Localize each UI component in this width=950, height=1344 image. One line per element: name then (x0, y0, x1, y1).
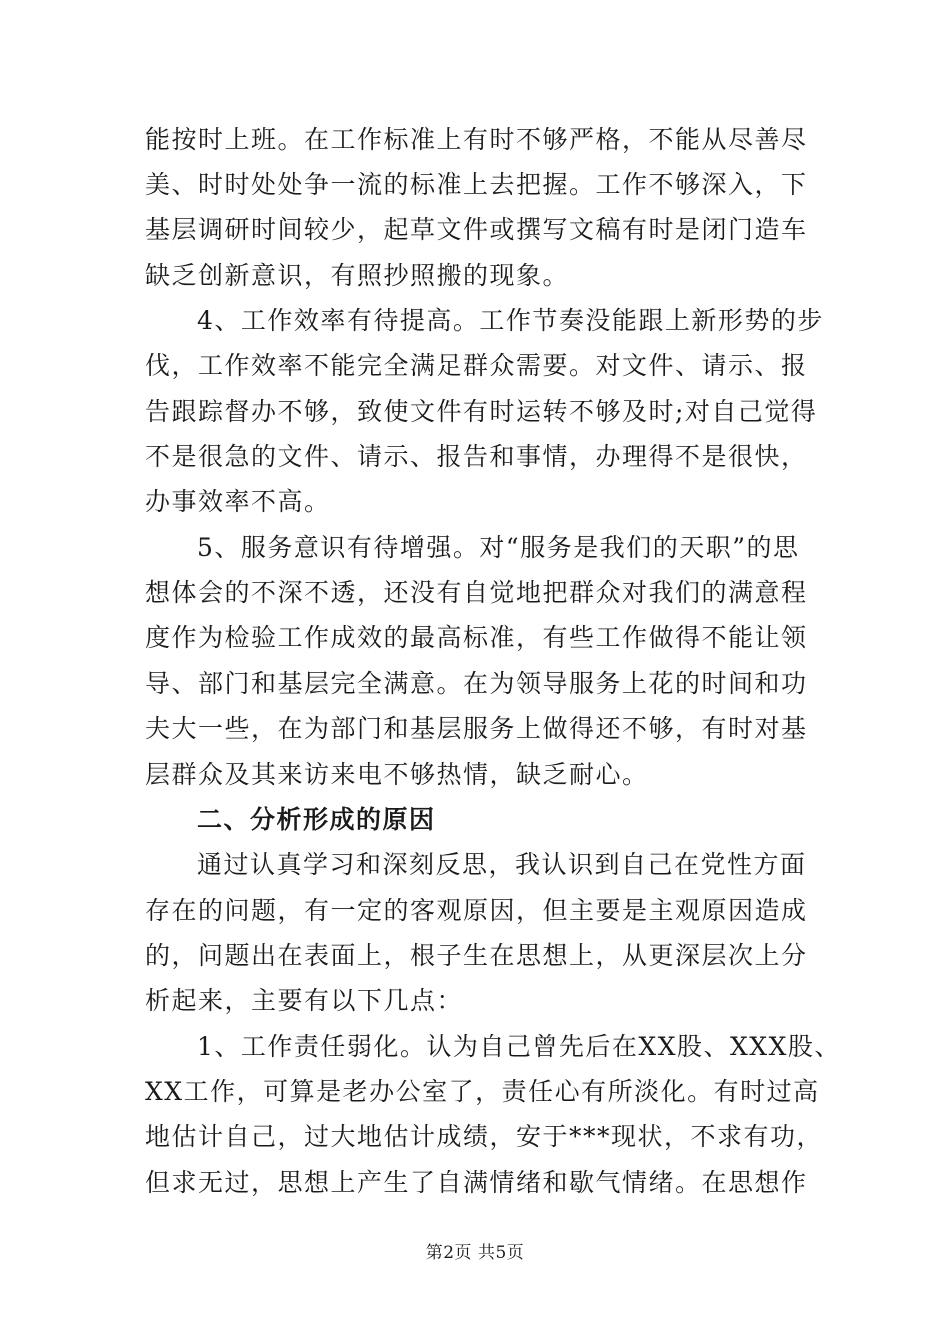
text-line: 告跟踪督办不够，致使文件有时运转不够及时;对自己觉得 (145, 397, 818, 426)
text-line: 伐，工作效率不能完全满足群众需要。对文件、请示、报 (145, 351, 808, 380)
text-line: 美、时时处处争一流的标准上去把握。工作不够深入，下 (145, 170, 808, 199)
text-line: 导、部门和基层完全满意。在为领导服务上花的时间和功 (145, 669, 808, 698)
text-line: 夫大一些，在为部门和基层服务上做得还不够，有时对基 (145, 714, 808, 743)
text-line: 析起来，主要有以下几点： (145, 986, 464, 1015)
paragraph-start-line: 1、工作责任弱化。认为自己曾先后在XX股、XXX股、 (197, 1032, 841, 1061)
text-line: 不是很急的文件、请示、报告和事情，办理得不是很快， (145, 442, 808, 471)
page-number-footer: 第2页 共5页 (425, 1243, 525, 1263)
paragraph-start-line: 5、服务意识有待增强。对“服务是我们的天职”的思 (197, 533, 800, 562)
text-line: 基层调研时间较少，起草文件或撰写文稿有时是闭门造车 (145, 215, 808, 244)
text-line: 能按时上班。在工作标准上有时不够严格，不能从尽善尽 (145, 125, 808, 154)
text-line: 缺乏创新意识，有照抄照搬的现象。 (145, 261, 570, 290)
text-line: 办事效率不高。 (145, 487, 331, 516)
text-line: 想体会的不深不透，还没有自觉地把群众对我们的满意程 (145, 578, 808, 607)
text-line: 但求无过，思想上产生了自满情绪和歇气情绪。在思想作 (145, 1168, 808, 1197)
text-line: 的，问题出在表面上，根子生在思想上，从更深层次上分 (145, 941, 808, 970)
text-line: XX工作，可算是老办公室了，责任心有所淡化。有时过高 (145, 1077, 820, 1106)
paragraph-start-line: 通过认真学习和深刻反思，我认识到自己在党性方面 (197, 850, 807, 879)
text-line: 层群众及其来访来电不够热情，缺乏耐心。 (145, 760, 649, 789)
text-line: 地估计自己，过大地估计成绩，安于***现状，不求有功， (145, 1122, 824, 1151)
paragraph-start-line: 4、工作效率有待提高。工作节奏没能跟上新形势的步 (197, 306, 824, 335)
text-line: 度作为检验工作成效的最高标准，有些工作做得不能让领 (145, 623, 808, 652)
text-line: 存在的问题，有一定的客观原因，但主要是主观原因造成 (145, 896, 808, 925)
section-heading: 二、分析形成的原因 (197, 805, 436, 834)
